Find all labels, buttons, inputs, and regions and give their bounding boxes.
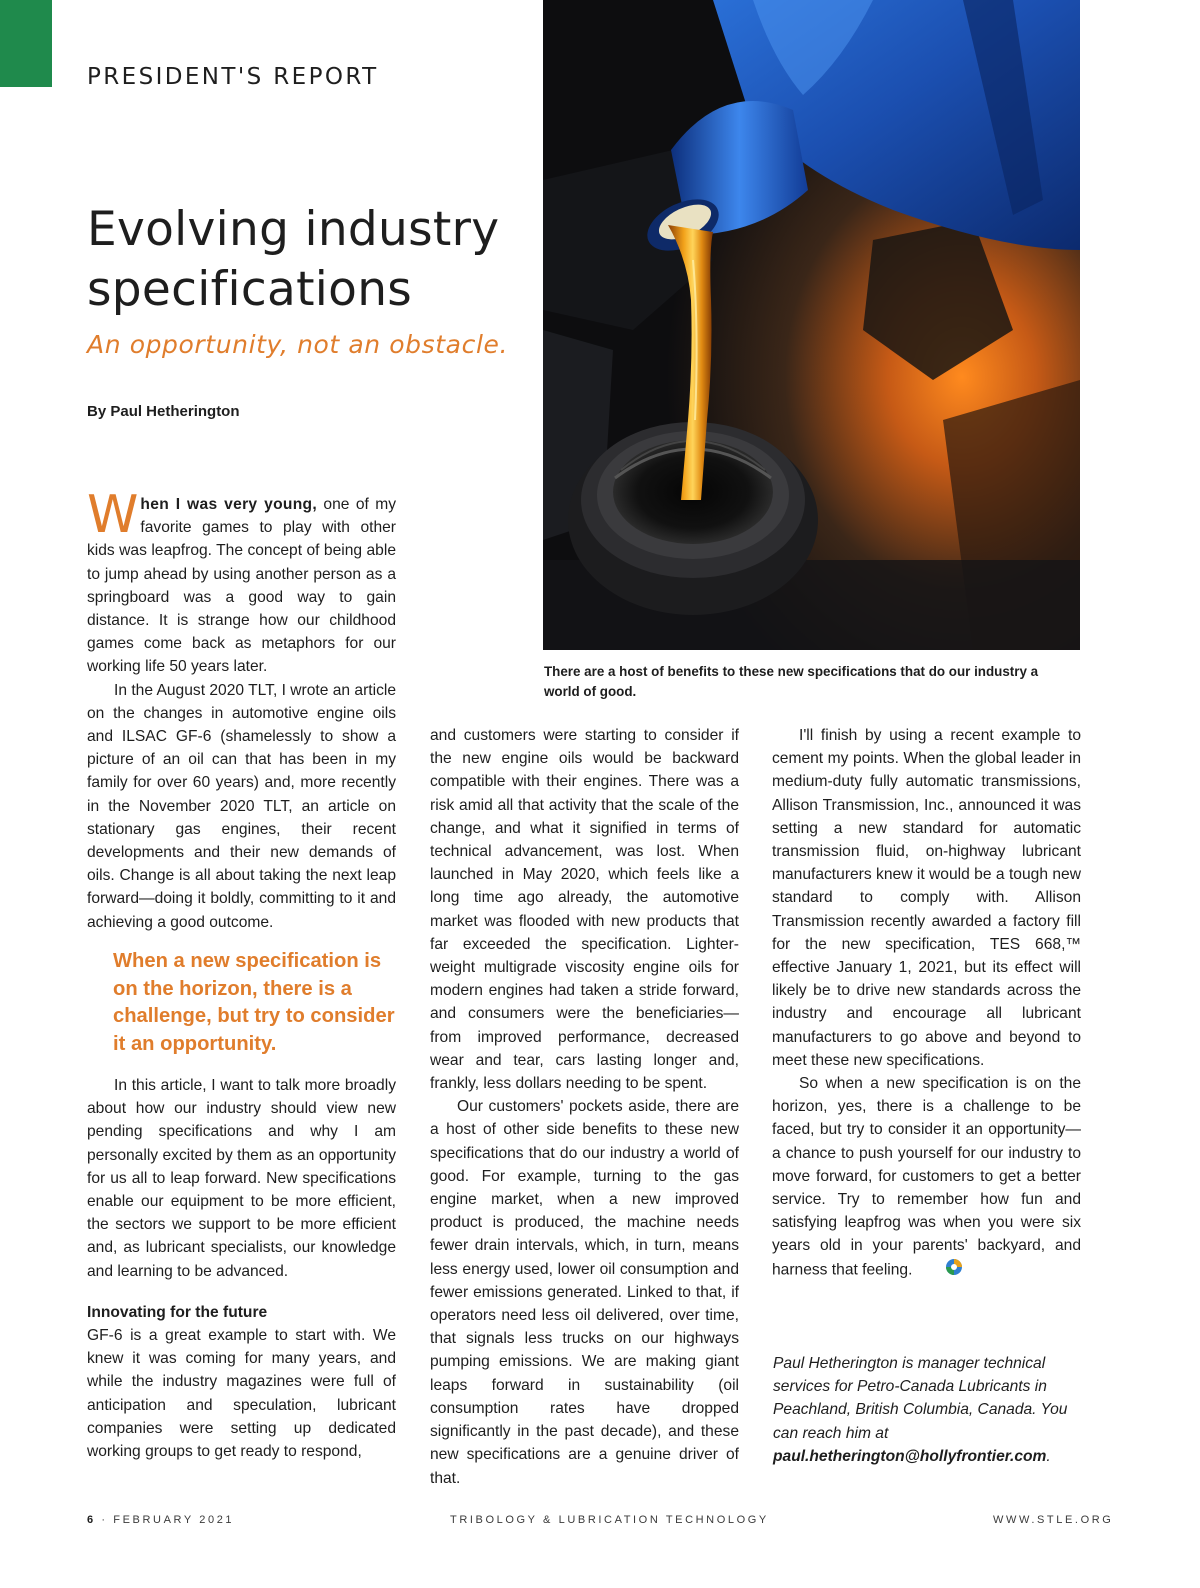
footer-separator: · xyxy=(101,1514,108,1526)
footer-page-info xyxy=(87,1514,234,1526)
article-subhead: An opportunity, not an obstacle. xyxy=(87,330,509,359)
paragraph-1-text: one of my favorite games to play with other kids was leapfrog. The concept of being able to jump ahead by using another person as a springboard was a good way to gain distance. It is strange how our childhood games come back as metaphors for our working life 50 years later. xyxy=(87,496,396,676)
author-bio-text: Paul Hetherington is manager technical services for Petro-Canada Lubricants in Peachland, British Columbia, Canada. You can reach him at xyxy=(773,1355,1068,1442)
author-bio xyxy=(773,1352,1083,1468)
headline-line-2: specifications xyxy=(87,262,413,317)
section-color-tab xyxy=(0,0,52,87)
subsection-heading: Innovating for the future xyxy=(87,1303,268,1321)
author-bio-end: . xyxy=(1046,1447,1051,1465)
article-column-3 xyxy=(772,724,1081,1283)
byline: By Paul Hetherington xyxy=(87,403,240,420)
article-paragraph-4: GF-6 is a great example to start with. We knew it was coming for many years, and while the industry magazines were full of anticipation and speculation, lubricant companies were setting up dedicated working groups to get ready to respond, xyxy=(87,1327,396,1461)
oil-pouring-photo xyxy=(543,0,1080,650)
article-column-1-top xyxy=(87,485,397,934)
article-paragraph-4-continued: and customers were starting to consider if the new engine oils would be backward compatible with their engines. There was a risk amid all that activity that the scale of the change, and what it signified in terms of technical advancement, was lost. When launched in May 2020, which feels like a long time ago already, the automotive market was flooded with new products that far exceeded the specification. Lighter-weight multigrade viscosity engine oils for modern engines had taken a stride forward, and consumers were the beneficiaries—from improved performance, decreased wear and tear, cars lasting longer and, frankly, less dollars needing to be spent. xyxy=(430,727,739,1093)
article-paragraph-5: Our customers' pockets aside, there are a host of other side benefits to these new specifications that do our industry a world of good. For example, turning to the gas engine market, when a new improved product is produced, the machine needs fewer drain intervals, which, in turn, means less energy used, lower oil consumption and fewer emissions generated. Linked to that, if operators need less oil delivered, over time, that signals less trucks on our highways pumping emissions. We are making giant leaps forward in sustainability (oil consumption rates have dropped significantly in the past decade), and these new specifications are a genuine driver of that. xyxy=(430,1098,739,1487)
article-headline xyxy=(87,200,527,320)
article-paragraph-6: I'll finish by using a recent example to cement my points. When the global leader in medium-duty fully automatic transmissions, Allison Transmission, Inc., announced it was setting a new standard for automatic transmission fluid, on-highway lubricant manufacturers knew it would be a tough new standard to comply with. Allison Transmission recently awarded a factory fill for the new specification, TES 668,™ effective January 1, 2021, but its effect will likely be to drive new standards across the industry and encourage all lubricant manufacturers to go above and beyond to meet these new specifications. xyxy=(772,727,1081,1069)
issue-date: FEBRUARY 2021 xyxy=(113,1514,235,1526)
publication-name: TRIBOLOGY & LUBRICATION TECHNOLOGY xyxy=(450,1514,769,1526)
headline-line-1: Evolving industry xyxy=(87,202,500,257)
article-paragraph-7 xyxy=(772,1072,1081,1283)
end-mark-icon xyxy=(918,1258,963,1283)
pull-quote: When a new specification is on the horizon, there is a challenge, but try to consider it an opportunity. xyxy=(113,950,395,1055)
article-paragraph-2: In the August 2020 TLT, I wrote an article on the changes in automotive engine oils and ILSAC GF-6 (shamelessly to show a picture of an oil can that has been in my family for over 60 years) and, more recently in the November 2020 TLT, an article on stationary gas engines, their recent developments and their new demands of oils. Change is all about taking the next leap forward—doing it boldly, committing to it and achieving a good outcome. xyxy=(87,681,397,931)
section-label: PRESIDENT'S REPORT xyxy=(87,64,379,90)
photo-caption: There are a host of benefits to these new specifications that do our industry a world of good. xyxy=(544,664,1039,699)
drop-cap: W xyxy=(87,485,139,545)
page-number: 6 xyxy=(87,1514,96,1526)
website-link[interactable]: WWW.STLE.ORG xyxy=(993,1514,1114,1526)
article-column-1-bottom xyxy=(87,1074,396,1463)
lead-in: hen I was very young, xyxy=(140,496,318,513)
paragraph-7-text: So when a new specification is on the horizon, yes, there is a challenge to be faced, but try to consider it an opportunity—a chance to push yourself for our industry to move forward, for customers to get a better service. Try to remember how fun and satisfying leapfrog was when you were six years old in your parents' backyard, and harness that feeling. xyxy=(772,1075,1081,1279)
article-paragraph-3: In this article, I want to talk more broadly about how our industry should view new pending specifications and why I am personally excited by them as an opportunity for us all to leap forward. New specifications enable our equipment to be more efficient, the sectors we support to be more efficient and, as lubricant specialists, our knowledge and learning to be advanced. xyxy=(87,1077,396,1280)
article-column-2 xyxy=(430,724,739,1490)
author-email-link[interactable]: paul.hetherington@hollyfrontier.com xyxy=(773,1447,1047,1465)
article-paragraph-1 xyxy=(87,485,396,679)
